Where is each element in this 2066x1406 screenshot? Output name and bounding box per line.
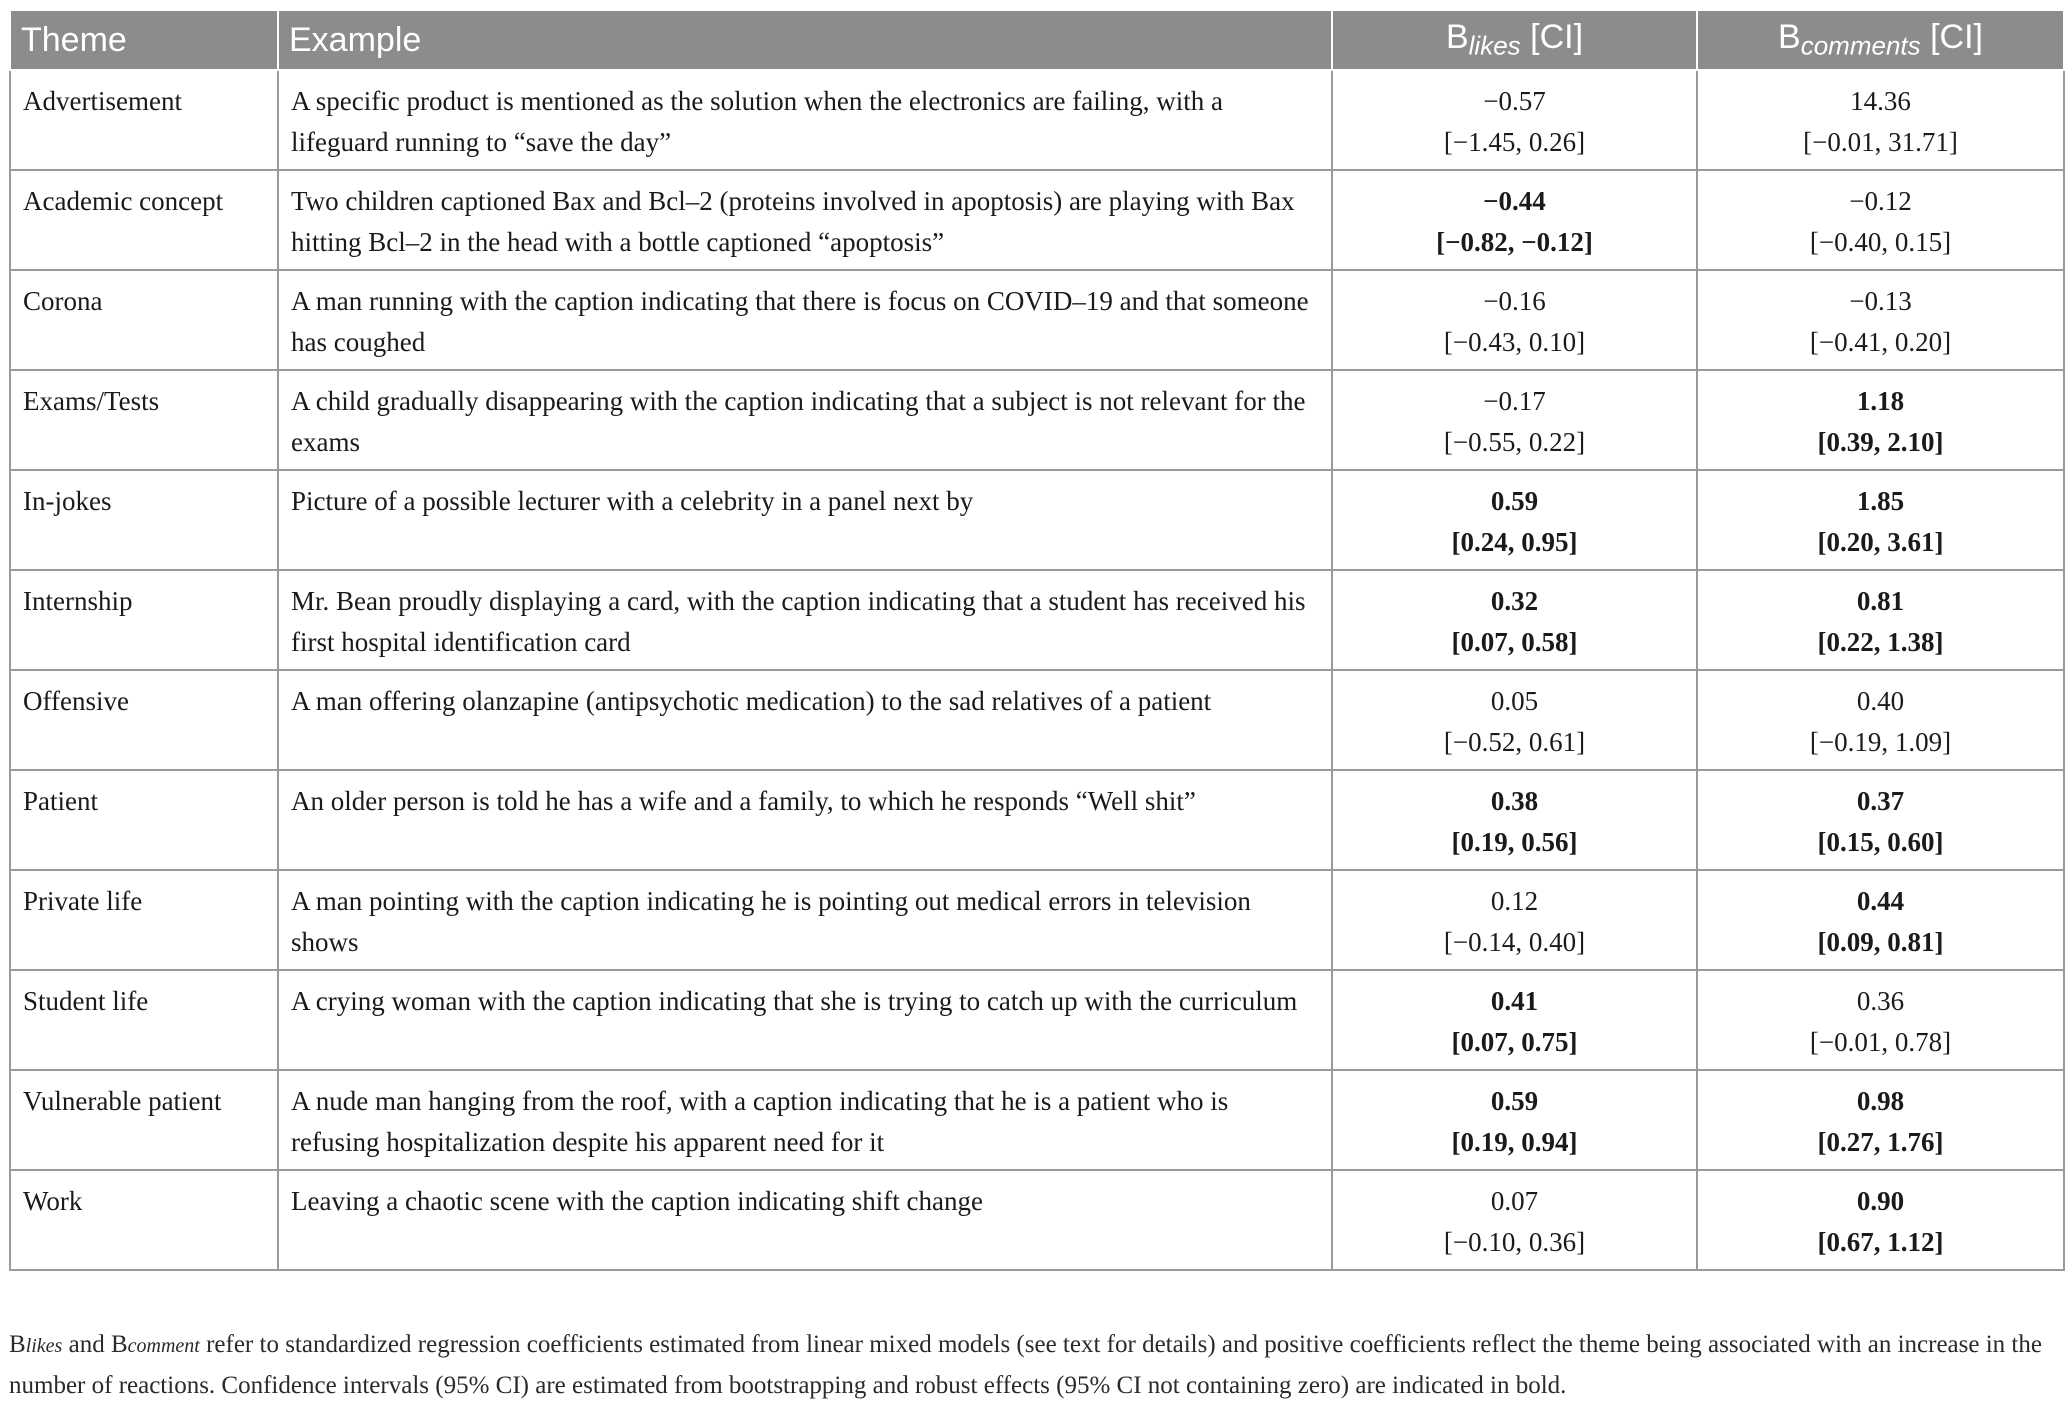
cell-b-likes	[1332, 1070, 1697, 1170]
confidence-interval: [−0.19, 1.09]	[1809, 727, 1952, 757]
cell-b-comments	[1697, 370, 2064, 470]
cell-example: A man offering olanzapine (antipsychotic medication) to the sad relatives of a patient	[278, 670, 1332, 770]
table-row	[10, 470, 2064, 570]
confidence-interval: [−0.55, 0.22]	[1443, 427, 1586, 457]
coefficient-value: 0.41	[1490, 986, 1539, 1016]
table-container	[9, 9, 2063, 1271]
header-b-comments: $B_{comments}$ [CI]	[1697, 10, 2064, 70]
cell-b-comments	[1697, 1170, 2064, 1270]
cell-b-likes	[1332, 470, 1697, 570]
table-body	[10, 70, 2064, 1270]
confidence-interval: [0.27, 1.76]	[1817, 1127, 1944, 1157]
cell-b-likes	[1332, 770, 1697, 870]
confidence-interval: [0.19, 0.94]	[1451, 1127, 1578, 1157]
cell-b-likes	[1332, 970, 1697, 1070]
cell-theme: Offensive	[10, 670, 278, 770]
confidence-interval: [0.15, 0.60]	[1817, 827, 1944, 857]
confidence-interval: [−0.01, 0.78]	[1809, 1027, 1952, 1057]
cell-example: A specific product is mentioned as the solution when the electronics are failing, with a lifeguard running to “save the day”	[278, 70, 1332, 170]
cell-b-likes	[1332, 570, 1697, 670]
confidence-interval: [−0.40, 0.15]	[1809, 227, 1952, 257]
cell-b-likes	[1332, 670, 1697, 770]
coefficient-value: 1.18	[1856, 386, 1905, 416]
confidence-interval: [−1.45, 0.26]	[1443, 127, 1586, 157]
cell-b-comments	[1697, 70, 2064, 170]
coefficient-value: −0.57	[1483, 86, 1546, 116]
coefficient-value: 0.59	[1490, 1086, 1539, 1116]
cell-theme: Work	[10, 1170, 278, 1270]
confidence-interval: [−0.14, 0.40]	[1443, 927, 1586, 957]
coefficient-value: 0.90	[1856, 1186, 1905, 1216]
cell-theme: Advertisement	[10, 70, 278, 170]
cell-b-likes	[1332, 70, 1697, 170]
coefficient-value: 0.38	[1490, 786, 1539, 816]
coefficient-value: 0.44	[1856, 886, 1905, 916]
coefficient-value: 0.07	[1490, 1186, 1539, 1216]
header-b-likes: $B_{likes}$ [CI]	[1332, 10, 1697, 70]
confidence-interval: [0.09, 0.81]	[1817, 927, 1944, 957]
confidence-interval: [−0.01, 31.71]	[1803, 127, 1958, 157]
table-row	[10, 770, 2064, 870]
cell-b-comments	[1697, 770, 2064, 870]
table-row	[10, 170, 2064, 270]
table-footnote: Blikes and Bcomment refer to standardized regression coefficients estimated from linear mixed models (see text for details) and positive coefficients reflect the theme being associated with an increase in the number of reactions. Confidence intervals (95% CI) are estimated from bootstrapping and robust effects (95% CI not containing zero) are indicated in bold.	[9, 1331, 2042, 1399]
cell-theme: Corona	[10, 270, 278, 370]
confidence-interval: [0.22, 1.38]	[1817, 627, 1944, 657]
header-theme: Theme	[10, 10, 278, 70]
cell-theme: Academic concept	[10, 170, 278, 270]
confidence-interval: [−0.10, 0.36]	[1443, 1227, 1586, 1257]
confidence-interval: [0.20, 3.61]	[1817, 527, 1944, 557]
cell-example: A man pointing with the caption indicating he is pointing out medical errors in television shows	[278, 870, 1332, 970]
coefficient-value: 0.37	[1856, 786, 1905, 816]
cell-theme: Private life	[10, 870, 278, 970]
cell-b-comments	[1697, 270, 2064, 370]
coefficient-value: 0.12	[1490, 886, 1539, 916]
coefficient-value: −0.16	[1483, 286, 1546, 316]
themes-table	[9, 9, 2065, 1271]
cell-example: A child gradually disappearing with the caption indicating that a subject is not relevant for the exams	[278, 370, 1332, 470]
coefficient-value: −0.17	[1483, 386, 1546, 416]
coefficient-value: 0.98	[1856, 1086, 1905, 1116]
table-row	[10, 1070, 2064, 1170]
cell-b-comments	[1697, 570, 2064, 670]
cell-example: A crying woman with the caption indicating that she is trying to catch up with the curriculum	[278, 970, 1332, 1070]
coefficient-value: 0.40	[1856, 686, 1905, 716]
table-row	[10, 670, 2064, 770]
confidence-interval: [−0.82, −0.12]	[1436, 227, 1593, 257]
cell-example: Leaving a chaotic scene with the caption indicating shift change	[278, 1170, 1332, 1270]
confidence-interval: [−0.41, 0.20]	[1809, 327, 1952, 357]
table-row	[10, 970, 2064, 1070]
coefficient-value: −0.12	[1849, 186, 1912, 216]
coefficient-value: 0.05	[1490, 686, 1539, 716]
cell-example: Two children captioned Bax and Bcl–2 (proteins involved in apoptosis) are playing with Bax hitting Bcl–2 in the head with a bottle captioned “apoptosis”	[278, 170, 1332, 270]
coefficient-value: −0.44	[1483, 186, 1546, 216]
coefficient-value: 0.81	[1856, 586, 1905, 616]
table-row	[10, 570, 2064, 670]
cell-theme: In-jokes	[10, 470, 278, 570]
cell-theme: Internship	[10, 570, 278, 670]
cell-b-likes	[1332, 170, 1697, 270]
cell-theme: Exams/Tests	[10, 370, 278, 470]
cell-b-likes	[1332, 1170, 1697, 1270]
confidence-interval: [0.19, 0.56]	[1451, 827, 1578, 857]
confidence-interval: [−0.52, 0.61]	[1443, 727, 1586, 757]
table-row	[10, 370, 2064, 470]
cell-b-likes	[1332, 870, 1697, 970]
confidence-interval: [0.07, 0.58]	[1451, 627, 1578, 657]
table-row	[10, 870, 2064, 970]
cell-example: Picture of a possible lecturer with a celebrity in a panel next by	[278, 470, 1332, 570]
coefficient-value: 1.85	[1856, 486, 1905, 516]
table-row	[10, 1170, 2064, 1270]
cell-theme: Patient	[10, 770, 278, 870]
cell-b-comments	[1697, 670, 2064, 770]
cell-b-likes	[1332, 370, 1697, 470]
cell-b-comments	[1697, 1070, 2064, 1170]
cell-theme: Vulnerable patient	[10, 1070, 278, 1170]
cell-example: A man running with the caption indicating that there is focus on COVID–19 and that someone has coughed	[278, 270, 1332, 370]
header-example: Example	[278, 10, 1332, 70]
cell-b-comments	[1697, 470, 2064, 570]
cell-b-comments	[1697, 970, 2064, 1070]
cell-example: A nude man hanging from the roof, with a caption indicating that he is a patient who is refusing hospitalization despite his apparent need for it	[278, 1070, 1332, 1170]
cell-example: An older person is told he has a wife and a family, to which he responds “Well shit”	[278, 770, 1332, 870]
table-row	[10, 70, 2064, 170]
confidence-interval: [0.39, 2.10]	[1817, 427, 1944, 457]
cell-theme: Student life	[10, 970, 278, 1070]
coefficient-value: 0.36	[1856, 986, 1905, 1016]
coefficient-value: 0.59	[1490, 486, 1539, 516]
cell-b-comments	[1697, 170, 2064, 270]
coefficient-value: 14.36	[1850, 86, 1911, 116]
table-row	[10, 270, 2064, 370]
cell-example: Mr. Bean proudly displaying a card, with the caption indicating that a student has received his first hospital identification card	[278, 570, 1332, 670]
coefficient-value: −0.13	[1849, 286, 1912, 316]
cell-b-likes	[1332, 270, 1697, 370]
confidence-interval: [−0.43, 0.10]	[1443, 327, 1586, 357]
header-row	[10, 10, 2064, 70]
confidence-interval: [0.07, 0.75]	[1451, 1027, 1578, 1057]
confidence-interval: [0.67, 1.12]	[1817, 1227, 1944, 1257]
cell-b-comments	[1697, 870, 2064, 970]
coefficient-value: 0.32	[1490, 586, 1539, 616]
confidence-interval: [0.24, 0.95]	[1451, 527, 1578, 557]
